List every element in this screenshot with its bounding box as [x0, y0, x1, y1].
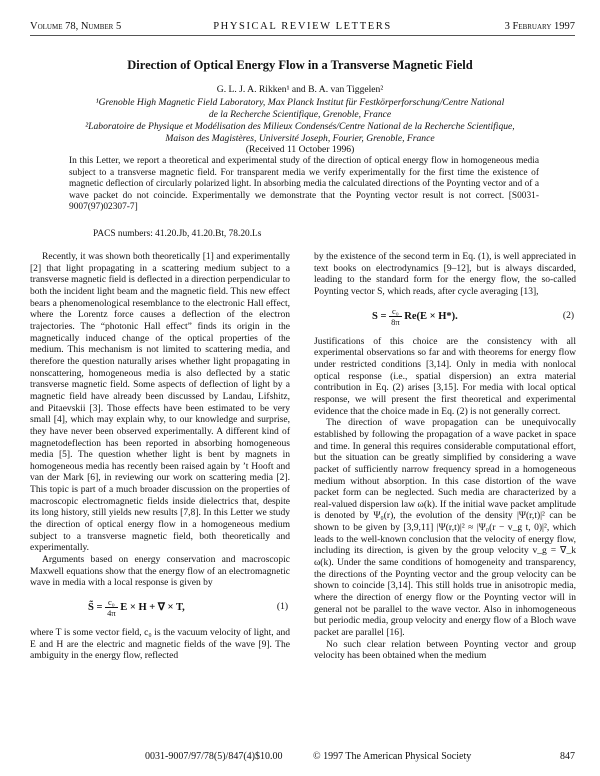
fraction-denominator: 8π: [391, 316, 400, 327]
affiliation-line-2: de la Recherche Scientifique, Grenoble, France: [208, 109, 392, 120]
page-number: 847: [560, 751, 575, 762]
copyright: © 1997 The American Physical Society: [313, 751, 472, 762]
equation-2: [314, 302, 576, 332]
equation-1: [30, 593, 290, 623]
abstract: In this Letter, we report a theoretical and experimental study of the direction of optical energy flow in homogeneous media subject to a transverse magnetic field. For transparent media we verify experimentally for the first time the existence of magnetic deflection of circularly polarized light. In absorbing media the calculated directions of the Poynting vector and of a wave packet do not coincide. Experimentally we demonstrate that the Poynting vector result is not correct. [S0031-9007(97)02307-7]: [69, 156, 539, 213]
affiliation-line-3: ²Laboratoire de Physique et Modélisation des Milieux Condensés/Centre National de la Recherche Scientifique,: [85, 121, 515, 132]
volume-number: Volume 78, Number 5: [30, 21, 122, 32]
paragraph: Arguments based on energy conservation and macroscopic Maxwell equations show that the energy flow of an electromagnetic wave in media with a local response is given by: [30, 554, 290, 589]
page-footer: [30, 751, 575, 765]
right-column: [314, 251, 576, 662]
equation-rhs: Re(E × H*).: [404, 310, 458, 322]
equation-number: (1): [276, 602, 288, 613]
affiliation-line-1: ¹Grenoble High Magnetic Field Laboratory, Max Planck Institut für Festkörperforschung/Centre National: [95, 97, 505, 108]
equation-fraction: [389, 306, 402, 327]
left-column: [30, 251, 290, 662]
paragraph: Justifications of this choice are the consistency with all experimental observations so far and with theorems for energy flow under restricted conditions [3,14]. Only in media with nonlocal optical response (i.e., spatial dispersion) an extra material contribution in Eq. (2) arises [3,15]. For media with local optical response, we will present the first theoretical and experimental evidence that the choice made in Eq. (2) is not generally correct.: [314, 335, 576, 417]
fraction-numerator: c₀: [105, 597, 118, 608]
fraction-numerator: c₀: [389, 306, 402, 317]
journal-name: PHYSICAL REVIEW LETTERS: [213, 21, 392, 32]
fraction-denominator: 4π: [107, 608, 116, 619]
paragraph: No such clear relation between Poynting vector and group velocity has been obtained when the medium: [314, 638, 576, 662]
issue-date: 3 February 1997: [504, 21, 575, 32]
paragraph: Recently, it was shown both theoretically [1] and experimentally [2] that light propagating in a scattering medium subject to a transverse magnetic field is deflected in a direction perpendicular to both the incident light beam and the magnetic field. This new effect bears a phenomenological resemblance to the electronic Hall effect, where the Lorentz force causes a deflection of the electron trajectories. The “photonic Hall effect” finds its origin in the magnetically induced change of the optical properties of the medium. This mechanism is not limited to scattering media, and therefore the question naturally arises whether light propagating in nonscattering, homogeneous media is also deflected by a static transverse magnetic field. Some aspects of deflection of light by a magnetic field have already been discussed by Landau, Lifshitz, and Pitaevskii [3]. Those effects have been estimated to be very small [4], which may explain why, to our knowledge and surprise, they have never been observed experimentally. A different kind of magnetodeflection has been reported in absorbing homogeneous media [5]. The question whether light is bent by magnets in homogeneous media has recently been raised again by ’t Hooft and van der Mark [6], in reviewing our work on scattering media [2]. This topic is part of a much broader discussion on the properties of macroscopic electromagnetic fields inside dielectrics that, despite its long history, still yields new results [7,8]. In this Letter we study the direction of optical energy flow in a homogeneous medium subject to a transverse magnetic field, both theoretically and experimentally.: [30, 251, 290, 554]
received-date: (Received 11 October 1996): [245, 144, 355, 155]
paper-title: Direction of Optical Energy Flow in a Transverse Magnetic Field: [127, 58, 473, 72]
running-header: [30, 21, 575, 36]
pacs-numbers: PACS numbers: 41.20.Jb, 41.20.Bt, 78.20.Ls: [93, 229, 262, 239]
equation-lhs: S =: [372, 310, 387, 322]
affiliation-line-4: Maison des Magistères, Université Joseph, Fourier, Grenoble, France: [165, 133, 435, 144]
article-code: 0031-9007/97/78(5)/847(4)$10.00: [145, 751, 283, 762]
equation-number: (2): [562, 310, 574, 321]
equation-rhs: E × H + ∇ × T,: [120, 601, 185, 613]
paragraph: where T is some vector field, c₀ is the vacuum velocity of light, and E and H are the electric and magnetic fields of the wave [9]. The ambiguity in the energy flow, reflected: [30, 627, 290, 662]
paragraph: The direction of wave propagation can be unequivocally established by following the propagation of a wave packet in space and time. In general this requires considerable computational effort, but the situation can be greatly simplified by considering a wave packet of sufficiently narrow frequency spread in a homogeneous medium without absorption. In this case distortion of the wave packet form can be neglected. Such media are characterized by a real-valued dispersion law ω(k). If the initial wave packet amplitude is denoted by Ψ₀(r), the evolution of the density |Ψ(r,t)|² can be shown to be given by [3,9,11] |Ψ(r,t)|² ≈ |Ψ₀(r − v_g t, 0)|², which leads to the well-known conclusion that the velocity of energy flow, including its direction, is given by the group velocity v_g = ∇_k ω(k). Under the same conditions of homogeneity and transparency, the directions of the Poynting vector and the group velocity can be shown to coincide [3,14]. This still holds true in anisotropic media, where the direction of energy flow or the Poynting vector will in general not be parallel to the wave vector. Also in inhomogeneous but periodic media, group velocity and energy flow of a Bloch wave packet are parallel [16].: [314, 417, 576, 639]
paragraph: by the existence of the second term in Eq. (1), is well appreciated in text books on electrodynamics [9–12], but is always discarded, leading to the standard form for the energy flow, the so-called Poynting vector S, which reads, after cycle averaging [13],: [314, 251, 576, 297]
equation-lhs: S̃ =: [88, 601, 103, 613]
authors: G. L. J. A. Rikken¹ and B. A. van Tiggelen²: [216, 84, 384, 95]
equation-fraction: [105, 597, 118, 618]
